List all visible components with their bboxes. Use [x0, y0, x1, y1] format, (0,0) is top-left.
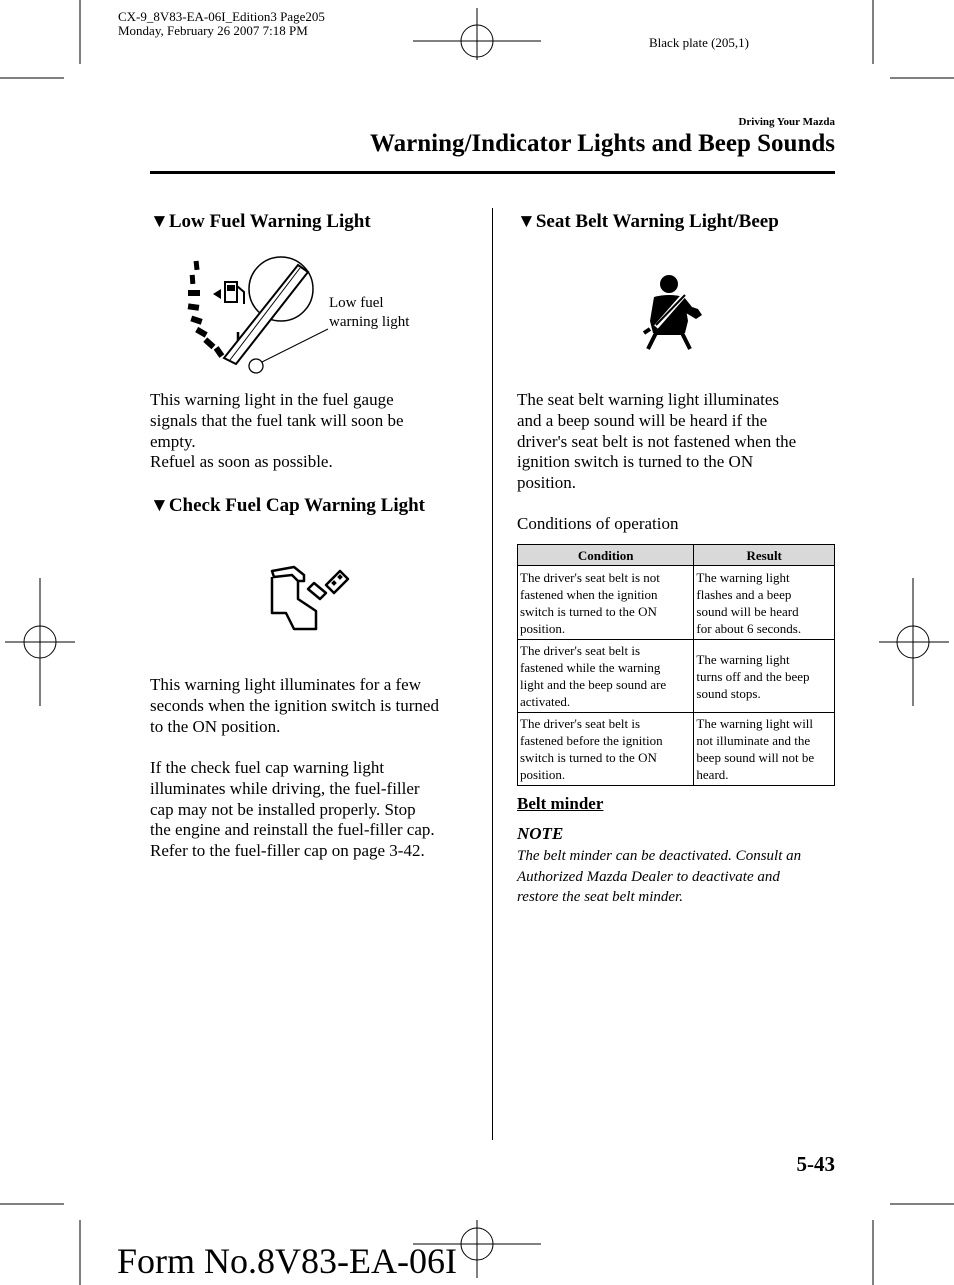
- conditions-table: [517, 544, 835, 786]
- condition-cell: The driver's seat belt is fastened while the warning light and the beep sound are activated.: [518, 640, 694, 713]
- fuel-gauge-illustration: [180, 252, 330, 377]
- condition-cell: The driver's seat belt is fastened before the ignition switch is turned to the ON position.: [518, 713, 694, 786]
- column-divider: [492, 208, 493, 1140]
- table-row: [518, 640, 835, 713]
- print-file-line: CX-9_8V83-EA-06I_Edition3 Page205: [118, 9, 325, 24]
- seat-belt-icon: [638, 273, 708, 351]
- result-cell: The warning light will not illuminate and the beep sound will not be heard.: [694, 713, 835, 786]
- table-row: [518, 566, 835, 640]
- note-text: The belt minder can be deactivated. Consult an Authorized Mazda Dealer to deactivate and restore the seat belt minder.: [517, 848, 802, 905]
- fuel-cap-heading: ▼Check Fuel Cap Warning Light: [150, 495, 426, 516]
- seat-belt-description: The seat belt warning light illuminates and a beep sound will be heard if the driver's seat belt is not fastened when the ignition switch is turned to the ON position.: [517, 390, 797, 493]
- page-title: Warning/Indicator Lights and Beep Sounds: [370, 130, 835, 157]
- table-header-row: [518, 545, 835, 566]
- low-fuel-callout: Low fuel warning light: [329, 295, 410, 330]
- result-cell: The warning light flashes and a beep sound will be heard for about 6 seconds.: [694, 566, 835, 640]
- note-heading: NOTE: [517, 824, 564, 843]
- result-cell: The warning light turns off and the beep sound stops.: [694, 640, 835, 713]
- section-label: Driving Your Mazda: [738, 116, 835, 128]
- print-date-line: Monday, February 26 2007 7:18 PM: [118, 23, 308, 38]
- triangle-icon: ▼: [517, 211, 536, 232]
- conditions-label: Conditions of operation: [517, 514, 679, 533]
- fuel-cap-paragraph-2: If the check fuel cap warning light illuminates while driving, the fuel-filler cap may not be installed properly. Stop the engine and reinstall the fuel-filler cap. Refer to the fuel-filler cap on page 3-42.: [150, 758, 435, 861]
- triangle-icon: ▼: [150, 495, 169, 516]
- triangle-icon: ▼: [150, 211, 169, 232]
- page-number: 5-43: [796, 1152, 835, 1176]
- belt-minder-heading: Belt minder: [517, 794, 604, 813]
- column-header-result: Result: [694, 545, 835, 566]
- low-fuel-heading: ▼Low Fuel Warning Light: [150, 211, 371, 232]
- low-fuel-description: This warning light in the fuel gauge signals that the fuel tank will soon be empty. Refuel as soon as possible.: [150, 390, 404, 472]
- seat-belt-heading: ▼Seat Belt Warning Light/Beep: [517, 211, 779, 232]
- table-row: [518, 713, 835, 786]
- condition-cell: The driver's seat belt is not fastened when the ignition switch is turned to the ON position.: [518, 566, 694, 640]
- form-number: Form No.8V83-EA-06I: [117, 1241, 457, 1281]
- column-header-condition: Condition: [518, 545, 694, 566]
- black-plate-label: Black plate (205,1): [649, 35, 749, 50]
- title-rule: [150, 171, 835, 174]
- fuel-cap-paragraph-1: This warning light illuminates for a few seconds when the ignition switch is turned to the ON position.: [150, 675, 439, 736]
- fuel-cap-icon: [268, 563, 352, 631]
